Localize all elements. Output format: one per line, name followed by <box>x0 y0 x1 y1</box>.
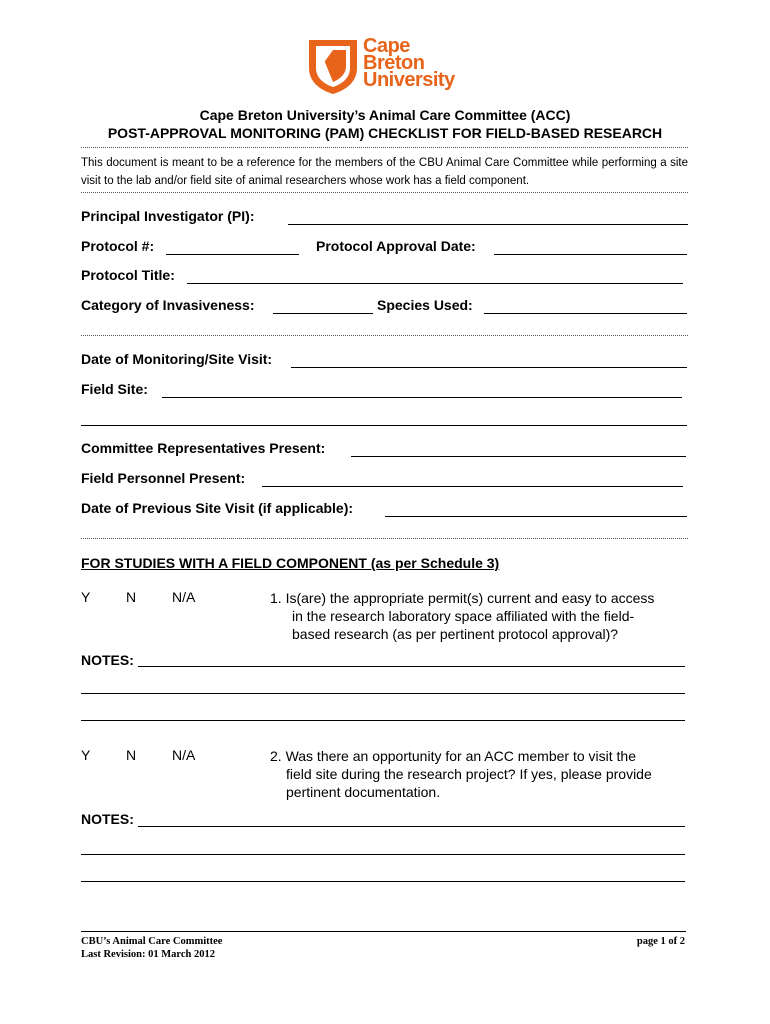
field-site-field[interactable] <box>162 397 682 398</box>
q1-no-option[interactable]: N <box>126 589 137 605</box>
question-2-line-2: field site during the research project? If yes, please provide <box>286 766 652 782</box>
document-title: Cape Breton University’s Animal Care Committee (ACC) <box>199 107 571 123</box>
logo-line-1: Cape <box>363 35 410 57</box>
pi-label: Principal Investigator (PI): <box>81 208 255 224</box>
logo-line-3: University <box>363 69 455 91</box>
divider <box>81 147 688 148</box>
q2-yes-option[interactable]: Y <box>81 747 91 763</box>
intro-text: This document is meant to be a reference for the members of the CBU Animal Care Committee while performing a site visit to the lab and/or field site of animal researchers whose work has a field component. <box>81 157 688 187</box>
document-subtitle: POST-APPROVAL MONITORING (PAM) CHECKLIST FOR FIELD-BASED RESEARCH <box>107 125 663 141</box>
section-heading: FOR STUDIES WITH A FIELD COMPONENT (as per Schedule 3) <box>81 555 500 571</box>
q1-na-option[interactable]: N/A <box>172 589 196 605</box>
field-personnel-label: Field Personnel Present: <box>81 470 246 486</box>
q2-notes-field[interactable] <box>138 826 685 827</box>
q1-notes-label: NOTES: <box>81 652 134 668</box>
cbu-logo <box>306 35 455 101</box>
invasiveness-field[interactable] <box>273 313 373 314</box>
footer-rule <box>81 931 686 932</box>
protocol-number-field[interactable] <box>166 254 299 255</box>
previous-visit-field[interactable] <box>385 516 687 517</box>
q2-no-option[interactable]: N <box>126 747 137 763</box>
q2-notes-field-line-2[interactable] <box>81 854 685 855</box>
question-2 <box>270 747 652 801</box>
monitoring-date-label: Date of Monitoring/Site Visit: <box>81 351 273 367</box>
divider <box>81 192 688 193</box>
q1-notes-field-line-3[interactable] <box>81 720 685 721</box>
q1-notes-field[interactable] <box>138 666 685 667</box>
question-2-line-3: pertinent documentation. <box>286 784 441 800</box>
monitoring-date-field[interactable] <box>291 367 687 368</box>
footer-left <box>81 935 222 961</box>
shield-logo-icon <box>306 38 360 96</box>
protocol-title-label: Protocol Title: <box>81 267 175 283</box>
footer-revision: Last Revision: 01 March 2012 <box>81 949 215 960</box>
q1-notes-field-line-2[interactable] <box>81 693 685 694</box>
pi-field[interactable] <box>288 224 688 225</box>
committee-reps-label: Committee Representatives Present: <box>81 440 326 456</box>
q1-yes-option[interactable]: Y <box>81 589 91 605</box>
species-label: Species Used: <box>377 297 473 313</box>
approval-date-field[interactable] <box>494 254 687 255</box>
question-1-line-1: 1. Is(are) the appropriate permit(s) current and easy to access <box>270 590 655 606</box>
q2-na-option[interactable]: N/A <box>172 747 196 763</box>
committee-reps-field[interactable] <box>351 456 686 457</box>
question-2-line-1: 2. Was there an opportunity for an ACC member to visit the <box>270 748 636 764</box>
species-field[interactable] <box>484 313 687 314</box>
q2-notes-label: NOTES: <box>81 811 134 827</box>
logo-wordmark <box>363 35 455 91</box>
page-number: page 1 of 2 <box>636 936 685 947</box>
previous-visit-label: Date of Previous Site Visit (if applicable): <box>81 500 354 516</box>
divider <box>81 335 688 336</box>
footer-committee: CBU’s Animal Care Committee <box>81 936 223 947</box>
field-site-label: Field Site: <box>81 381 148 397</box>
protocol-number-label: Protocol #: <box>81 238 155 254</box>
field-site-field-extra[interactable] <box>81 425 687 426</box>
logo-line-2: Breton <box>363 52 425 74</box>
question-1-line-3: based research (as per pertinent protocol approval)? <box>292 626 619 642</box>
invasiveness-label: Category of Invasiveness: <box>81 297 255 313</box>
divider <box>81 538 688 539</box>
protocol-title-field[interactable] <box>187 283 683 284</box>
question-1-line-2: in the research laboratory space affiliated with the field- <box>292 608 635 624</box>
approval-date-label: Protocol Approval Date: <box>316 238 476 254</box>
q2-notes-field-line-3[interactable] <box>81 881 685 882</box>
field-personnel-field[interactable] <box>262 486 683 487</box>
question-1 <box>270 589 654 643</box>
